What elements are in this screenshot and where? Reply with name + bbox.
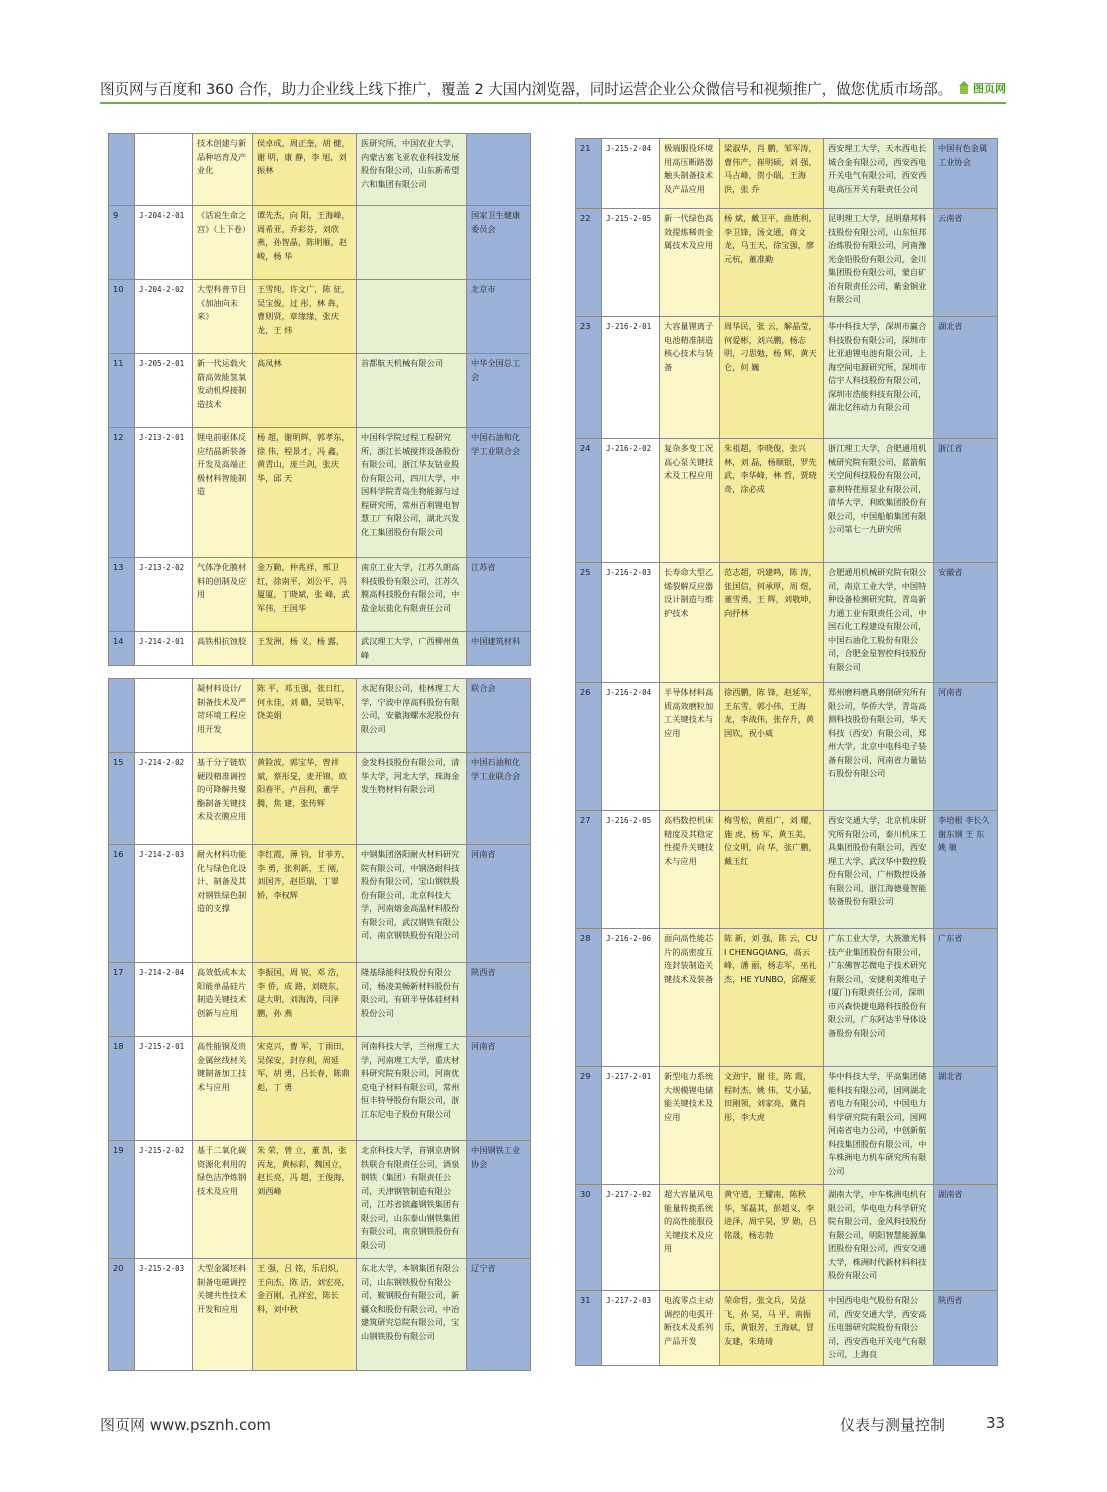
recommender: 河南省	[934, 683, 998, 811]
row-number: 10	[109, 280, 135, 354]
recommender: 湖北省	[934, 317, 998, 439]
table-row	[109, 1259, 531, 1371]
contributors: 杨 斌，戴卫平，曲胜利，李卫锋，汤文通，蒋文龙，马玉天，徐宝强，廖元杭，董准勤	[720, 209, 824, 317]
award-table-left-top	[108, 133, 531, 666]
project-code: J-214-2-03	[135, 845, 193, 963]
contributors: 陈 新，刘 强，陈 云，CUI CHENGQIANG，高云峰，潘 丽，杨志军，巫礼杰，HE YUNBO，邱醒亚	[720, 929, 824, 1067]
award-table-right	[575, 138, 998, 1366]
project-code: J-215-2-03	[135, 1259, 193, 1371]
table-row	[109, 280, 531, 354]
project-code: J-216-2-03	[602, 563, 660, 683]
table-row	[109, 428, 531, 558]
organizations: 中国西电电气股份有限公司，西安交通大学，西安高压电器研究院股份有限公司，西安西电开关电气有限公司，上海良	[824, 1291, 934, 1366]
organizations: 郑州磨料磨具磨削研究所有限公司，华侨大学，青岛高测科技股份有限公司，华天科技（西安）有限公司，郑州大学，北京中电科电子装备有限公司，河南省力量钻石股份有限公司	[824, 683, 934, 811]
table-row	[109, 558, 531, 632]
project-name: 大容量锂离子电池精准制造核心技术与装备	[660, 317, 720, 439]
organizations	[357, 206, 467, 280]
recommender: 中国石油和化学工业联合会	[467, 753, 531, 845]
project-name: 新一代绿色高效提炼稀贵金属技术及应用	[660, 209, 720, 317]
contributors: 梁淑华，肖 鹏，邹军涛，曹伟产，崔明硕，刘 强，马占峰，贺小瑞，王海洪，张 乔	[720, 139, 824, 209]
table-row	[109, 134, 531, 206]
project-name: 高效低成本太阳能单晶硅片制造关键技术创新与应用	[193, 963, 253, 1037]
recommender: 中华全国总工会	[467, 354, 531, 428]
table-row	[109, 963, 531, 1037]
contributors: 谭先杰，向 阳，王海峰，周希亚，乔彩芬，刘欣燕，孙智晶，陈明雁，赵 峻，杨 华	[253, 206, 357, 280]
logo-text: 图页网	[973, 82, 1006, 95]
row-number: 19	[109, 1141, 135, 1259]
project-name: 超大容量风电能量转换系统的高性能服役关键技术及应用	[660, 1185, 720, 1291]
project-name: 半导体材料高质高效磨粒加工关键技术与应用	[660, 683, 720, 811]
organizations: 西安理工大学，天水西电长城合金有限公司，西安西电开关电气有限公司，西安西电高压开关有限责任公司	[824, 139, 934, 209]
row-number: 18	[109, 1037, 135, 1141]
table-row	[109, 1037, 531, 1141]
recommender: 李培根 李长久 谢东钢 王 东 姚 敏	[934, 811, 998, 929]
row-number: 27	[576, 811, 602, 929]
project-code: J-215-2-01	[135, 1037, 193, 1141]
organizations: 隆基绿能科技股份有限公司，杨凌美畅新材料股份有限公司，有研半导体硅材料股份公司	[357, 963, 467, 1037]
project-name: 技术创建与新品种培育及产业化	[193, 134, 253, 206]
recommender: 云南省	[934, 209, 998, 317]
recommender: 陕西省	[467, 963, 531, 1037]
organizations: 首都航天机械有限公司	[357, 354, 467, 428]
project-code: J-213-2-02	[135, 558, 193, 632]
organizations: 昆明理工大学，昆明鼎邦科技股份有限公司，山东恒邦冶炼股份有限公司，河南豫光金铅股份有限公司，金川集团股份有限公司，蒙自矿冶有限责任公司，紫金铜业有限公司	[824, 209, 934, 317]
recommender: 中国建筑材料	[467, 632, 531, 666]
contributors: 王 强，吕 铭，乐启炽，王向杰，陈 洁，刘宏亮，金百刚，孔祥宏，陈长科，刘中秋	[253, 1259, 357, 1371]
row-number: 9	[109, 206, 135, 280]
recommender: 广东省	[934, 929, 998, 1067]
organizations: 水泥有限公司，桂林理工大学，宁波中淳高科股份有限公司，安徽海螺水泥股份有限公司	[357, 679, 467, 753]
project-name: 气体净化膜材料的创制及应用	[193, 558, 253, 632]
leaf-icon	[958, 81, 970, 95]
project-code: J-217-2-02	[602, 1185, 660, 1291]
project-code: J-204-2-02	[135, 280, 193, 354]
row-number: 14	[109, 632, 135, 666]
award-table-left-bottom	[108, 678, 531, 1371]
contributors: 李振国，周 锐，邓 浩，李 侨，成 路，刘晓东，逯大明，刘海涛，闫泽鹏，孙 燕	[253, 963, 357, 1037]
recommender: 辽宁省	[467, 1259, 531, 1371]
project-code: J-215-2-02	[135, 1141, 193, 1259]
organizations: 东北大学，本钢集团有限公司，山东钢铁股份有限公司，鞍钢股份有限公司，新疆众和股份有限公司，中冶建筑研究总院有限公司，宝山钢铁股份有限公司	[357, 1259, 467, 1371]
project-code: J-204-2-01	[135, 206, 193, 280]
row-number: 11	[109, 354, 135, 428]
table-row	[576, 1067, 998, 1185]
contributors: 文劲宇，谢 佳，陈 霞，程时杰，姚 伟，艾小猛，田刚领，刘家亮，冀肖彤，李大虎	[720, 1067, 824, 1185]
project-code	[135, 679, 193, 753]
organizations: 广东工业大学，大族激光科技产业集团股份有限公司，广东佛智芯微电子技术研究有限公司，安捷利美维电子(厦门)有限责任公司，深圳市兴森快捷电路科技股份有限公司，广东阿达半导体设备股份有限公司	[824, 929, 934, 1067]
contributors: 李红霞，薄 钧，甘菲芳，李 勇，张利新，王 刚，刘国齐，赵臣瑞，丁翠娇，李权辉	[253, 845, 357, 963]
table-row	[576, 317, 998, 439]
recommender: 中国有色金属工业协会	[934, 139, 998, 209]
project-name: 大型金属坯料制备电磁调控关键共性技术开发和应用	[193, 1259, 253, 1371]
recommender: 河南省	[467, 1037, 531, 1141]
page-header	[100, 78, 1006, 104]
row-number: 31	[576, 1291, 602, 1366]
header-banner: 图页网与百度和 360 合作，助力企业线上线下推广，覆盖 2 大国内浏览器，同时运营企业公众微信号和视频推广，做您优质市场部。	[100, 81, 953, 98]
contributors: 陈 平，邓玉强，张日红，何永佳，刘 赣，吴铁军，饶美娟	[253, 679, 357, 753]
project-code: J-214-2-04	[135, 963, 193, 1037]
contributors: 王发洲，杨 义，杨 露，	[253, 632, 357, 666]
recommender: 北京市	[467, 280, 531, 354]
table-row	[576, 683, 998, 811]
organizations: 金发科技股份有限公司，清华大学，河北大学，珠海金发生物材料有限公司	[357, 753, 467, 845]
project-code: J-215-2-04	[602, 139, 660, 209]
project-name: 高档数控机床精度及其稳定性提升关键技术与应用	[660, 811, 720, 929]
contributors: 黄险波，郭宝华，曾祥斌，蔡彤旻，麦开锦，欧阳春平，卢昌利，董学腾，焦 建，张传辉	[253, 753, 357, 845]
row-number	[109, 134, 135, 206]
row-number: 28	[576, 929, 602, 1067]
row-number: 16	[109, 845, 135, 963]
recommender: 安徽省	[934, 563, 998, 683]
table-row	[576, 139, 998, 209]
table-row	[576, 563, 998, 683]
project-name: 面向高性能芯片的高密度互连封装制造关键技术及装备	[660, 929, 720, 1067]
project-name: 基于二氧化碳资源化利用的绿色洁净炼钢技术及应用	[193, 1141, 253, 1259]
organizations: 湖南大学，中车株洲电机有限公司，华电电力科学研究院有限公司，金风科技股份有限公司，明阳智慧能源集团股份有限公司，西安交通大学，株洲时代新材料科技股份有限公司	[824, 1185, 934, 1291]
contributors: 高凤林	[253, 354, 357, 428]
header-logo[interactable]	[958, 80, 1006, 96]
project-code: J-216-2-01	[602, 317, 660, 439]
contributors: 周华民，张 云，解晶莹，何爱彬，刘兴鹏，杨志明，刁思勉，杨 辉，黄天仑，何 巍	[720, 317, 824, 439]
contributors: 荣命哲，张文兵，吴益飞，孙 昊，马 平，南振乐，黄银芳，王海斌，冒友建，朱琦琦	[720, 1291, 824, 1366]
recommender: 江苏省	[467, 558, 531, 632]
recommender: 联合会	[467, 679, 531, 753]
table-row	[576, 1291, 998, 1366]
project-code: J-216-2-04	[602, 683, 660, 811]
recommender: 国家卫生健康委员会	[467, 206, 531, 280]
organizations: 西安交通大学，北京机床研究所有限公司，泰川机床工具集团股份有限公司，西安理工大学，武汉华中数控股份有限公司，广州数控设备有限公司，浙江海德曼智能装备股份有限公司	[824, 811, 934, 929]
project-name: 凝材料设计/制备技术及严苛环境工程应用开发	[193, 679, 253, 753]
recommender	[467, 134, 531, 206]
row-number: 23	[576, 317, 602, 439]
organizations: 合肥通用机械研究院有限公司，南京工业大学，中国特种设备检测研究院，青岛新力通工业有限责任公司，中国石化工程建设有限公司，中国石油化工股份有限公司，合肥金星智控科技股份有限公司	[824, 563, 934, 683]
table-row	[576, 209, 998, 317]
project-code	[135, 134, 193, 206]
footer-site[interactable]: 图页网 www.psznh.com	[100, 1416, 271, 1434]
contributors: 侯卓成，周正奎，胡 健，谢 明，康 静，李 旭，刘振林	[253, 134, 357, 206]
organizations: 武汉理工大学，广西柳州鱼峰	[357, 632, 467, 666]
row-number: 29	[576, 1067, 602, 1185]
row-number: 21	[576, 139, 602, 209]
organizations: 华中科技大学，深圳市赢合科技股份有限公司，深圳市比亚迪锂电池有限公司，上海空间电源研究所，深圳市信宇人科技股份有限公司，深圳市浩能科技有限公司，湖北亿纬动力有限公司	[824, 317, 934, 439]
contributors: 朱祖超，李晓俊，张兴林，刘 磊，杨顺银，罗先武，李华峰，林 哲，贾晓奇，涂必成	[720, 439, 824, 563]
table-row	[576, 439, 998, 563]
contributors: 朱 荣，曾 立，董 凯，张丙龙，黄标彩，魏国立，赵长亮，冯 超，王俊海，刘西峰	[253, 1141, 357, 1259]
project-code: J-214-2-01	[135, 632, 193, 666]
recommender: 浙江省	[934, 439, 998, 563]
organizations: 河南科技大学，兰州理工大学，河南理工大学，重庆材料研究院有限公司，河南优克电子材料有限公司，常州恒丰特导股份有限公司，浙江东尼电子股份有限公司	[357, 1037, 467, 1141]
organizations	[357, 280, 467, 354]
project-code: J-216-2-05	[602, 811, 660, 929]
project-name: 高性能铜及贵金属丝线材关键制备加工技术与应用	[193, 1037, 253, 1141]
row-number: 15	[109, 753, 135, 845]
contributors: 徐西鹏，陈 锋，赵延军，王东雪，郭小伟，王海龙，李战伟，张存升，黄国钦，祝小威	[720, 683, 824, 811]
contributors: 宋克兴，曹 军，丁雨田，吴保安，封存利，周延军，胡 勇，吕长春，陈鼎彪，丁 勇	[253, 1037, 357, 1141]
table-row	[576, 811, 998, 929]
project-code: J-217-2-01	[602, 1067, 660, 1185]
table-row	[109, 354, 531, 428]
footer-journal: 仪表与测量控制	[840, 1416, 946, 1434]
table-row	[109, 679, 531, 753]
table-row	[109, 206, 531, 280]
project-code: J-205-2-01	[135, 354, 193, 428]
table-row	[109, 632, 531, 666]
table-row	[109, 1141, 531, 1259]
organizations: 中国科学院过程工程研究所，浙江长城搅拌设备股份有限公司，浙江华友钴业股份有限公司，四川大学，中国科学院青岛生物能源与过程研究所，常州百利锂电智慧工厂有限公司，湖北兴发化工集团股份有限公司	[357, 428, 467, 558]
recommender: 湖南省	[934, 1185, 998, 1291]
table-row	[109, 845, 531, 963]
row-number: 30	[576, 1185, 602, 1291]
contributors: 黄守道，王耀南，陈秋华，邹磊其，彭超义，李进泽，周宇昊，罗 勋，吕铭晟，杨志勃	[720, 1185, 824, 1291]
organizations: 中钢集团洛阳耐火材料研究院有限公司，中钢洛耐科技股份有限公司，宝山钢铁股份有限公司，北京科技大学，河南熔金高温材料股份有限公司，武汉钢铁有限公司，南京钢铁股份有限公司	[357, 845, 467, 963]
row-number: 12	[109, 428, 135, 558]
organizations: 浙江理工大学，合肥通用机械研究院有限公司，蓝箭航天空间科技股份有限公司，嘉利特荏原泵业有限公司，清华大学，利欧集团股份有限公司，中国船舶集团有限公司第七一九研究所	[824, 439, 934, 563]
row-number: 25	[576, 563, 602, 683]
project-code: J-216-2-02	[602, 439, 660, 563]
project-name: 新型电力系统大规模锂电储能关键技术及应用	[660, 1067, 720, 1185]
row-number	[109, 679, 135, 753]
table-row	[576, 929, 998, 1067]
contributors: 杨 超，谢明辉，郭孝东，徐 伟，程景才，冯 鑫，黄青山，庞兰剑，张庆华，邱 天	[253, 428, 357, 558]
contributors: 王雪纯，许文广，陈 征，吴宝俊，过 彤，林 犇，曹则贤，章缘缘，张庆龙，王 炜	[253, 280, 357, 354]
row-number: 20	[109, 1259, 135, 1371]
project-name: 复杂多变工况高心泵关键技术及工程应用	[660, 439, 720, 563]
row-number: 13	[109, 558, 135, 632]
project-name: 极端服役环境用高压断路器触头制备技术及产品应用	[660, 139, 720, 209]
contributors: 梅雪松，黄祖广，刘 耀，施 虎，杨 军，黄玉美，位文明，向 华，张广鹏，戴玉红	[720, 811, 824, 929]
page-number: 33	[986, 1414, 1006, 1432]
project-code: J-216-2-06	[602, 929, 660, 1067]
project-name: 电流零点主动调控的电弧开断技术及系列产品开发	[660, 1291, 720, 1366]
organizations: 南京工业大学，江苏久朗高科技股份有限公司，江苏久膜高科技股份有限公司，中盐金坛盐化有限责任公司	[357, 558, 467, 632]
table-row	[109, 753, 531, 845]
recommender: 中国石油和化学工业联合会	[467, 428, 531, 558]
row-number: 26	[576, 683, 602, 811]
row-number: 22	[576, 209, 602, 317]
project-name: 《话说生命之宫》（上下卷）	[193, 206, 253, 280]
project-name: 锂电前驱体反应结晶新装备开发及高端正极材料智能制造	[193, 428, 253, 558]
row-number: 17	[109, 963, 135, 1037]
project-name: 高铁相抗蚀胶	[193, 632, 253, 666]
recommender: 陕西省	[934, 1291, 998, 1366]
organizations: 医研究所，中国农业大学，内蒙古塞飞亚农业科技发展股份有限公司，山东新希望六和集团有限公司	[357, 134, 467, 206]
recommender: 河南省	[467, 845, 531, 963]
recommender: 湖北省	[934, 1067, 998, 1185]
organizations: 华中科技大学，平高集团储能科技有限公司，国网湖北省电力有限公司，中国电力科学研究院有限公司，国网河南省电力公司，中创新航科技集团股份有限公司，中车株洲电力机车研究所有限公司	[824, 1067, 934, 1185]
row-number: 24	[576, 439, 602, 563]
project-name: 耐火材料功能化与绿色化设计、制备及其对钢铁绿色制造的支撑	[193, 845, 253, 963]
project-code: J-214-2-02	[135, 753, 193, 845]
project-name: 长寿命大型乙烯裂解反应器设计制造与维护技术	[660, 563, 720, 683]
header-divider	[100, 102, 1006, 104]
project-code: J-213-2-01	[135, 428, 193, 558]
recommender: 中国钢铁工业协会	[467, 1141, 531, 1259]
project-code: J-215-2-05	[602, 209, 660, 317]
contributors: 金万勤，仲兆祥，邢卫红，徐南平，刘公平，冯厦厦，丁晓斌，张 峰，武军伟，王国华	[253, 558, 357, 632]
project-name: 新一代运载火箭高效能氢氧发动机焊接制造技术	[193, 354, 253, 428]
project-name: 基于分子链软硬段精准调控的可降解共聚酯制备关键技术及衣膜应用	[193, 753, 253, 845]
table-row	[576, 1185, 998, 1291]
project-name: 大型科普节目《加油向未来》	[193, 280, 253, 354]
contributors: 范志超，巩建鸣，陈 涛，张国信，何承厚，周 煜，董雪勇，王 辉，刘敬坤，向抒林	[720, 563, 824, 683]
organizations: 北京科技大学，首钢京唐钢铁联合有限责任公司，酒泉钢铁（集团）有限责任公司，天津钢管制造有限公司，江苏省镔鑫钢铁集团有限公司，山东泰山钢铁集团有限公司，南京钢铁股份有限公司	[357, 1141, 467, 1259]
project-code: J-217-2-03	[602, 1291, 660, 1366]
